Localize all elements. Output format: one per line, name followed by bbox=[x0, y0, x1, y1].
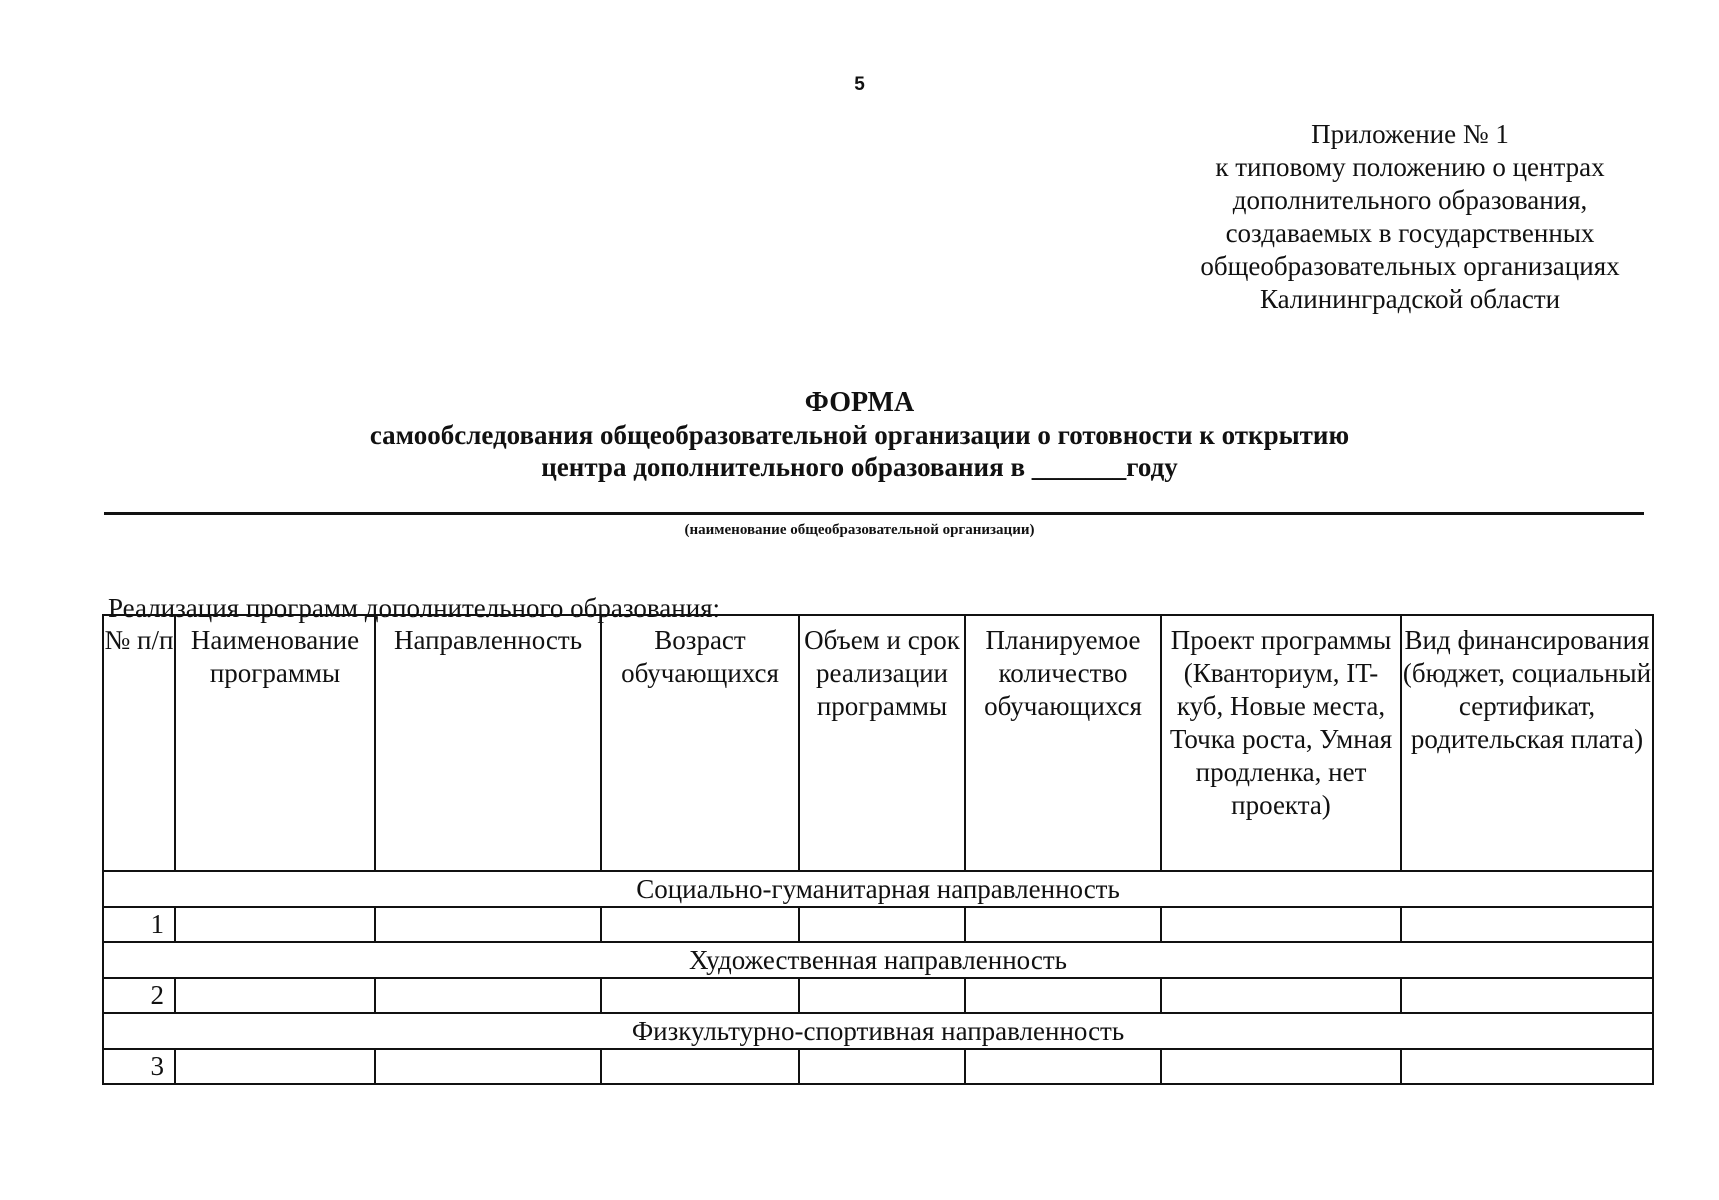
cell-planned-count[interactable] bbox=[965, 1049, 1161, 1084]
direction-label: Физкультурно-спортивная направленность bbox=[103, 1013, 1653, 1049]
header-age: Возраст обучающихся bbox=[601, 615, 799, 871]
cell-volume-term[interactable] bbox=[799, 1049, 965, 1084]
cell-direction[interactable] bbox=[375, 1049, 601, 1084]
header-financing: Вид финансирования (бюджет, социальный сертификат, родительская плата) bbox=[1401, 615, 1653, 871]
programs-table bbox=[102, 614, 1654, 1085]
table-header-row bbox=[103, 615, 1653, 871]
cell-project[interactable] bbox=[1161, 1049, 1401, 1084]
appendix-line: создаваемых в государственных bbox=[1225, 218, 1595, 248]
cell-project[interactable] bbox=[1161, 907, 1401, 942]
table-row bbox=[103, 907, 1653, 942]
direction-row bbox=[103, 871, 1653, 907]
direction-label: Художественная направленность bbox=[103, 942, 1653, 978]
header-planned-count: Планируемое количество обучающихся bbox=[965, 615, 1161, 871]
header-project: Проект программы (Кванториум, IT-куб, Новые места, Точка роста, Умная продленка, нет проекта) bbox=[1161, 615, 1401, 871]
table-row bbox=[103, 978, 1653, 1013]
cell-program-name[interactable] bbox=[175, 907, 375, 942]
cell-volume-term[interactable] bbox=[799, 907, 965, 942]
form-heading: ФОРМА bbox=[804, 387, 915, 418]
cell-program-name[interactable] bbox=[175, 978, 375, 1013]
cell-volume-term[interactable] bbox=[799, 978, 965, 1013]
section-caption: Реализация программ дополнительного образования: bbox=[108, 593, 721, 623]
cell-age[interactable] bbox=[601, 907, 799, 942]
cell-age[interactable] bbox=[601, 1049, 799, 1084]
cell-financing[interactable] bbox=[1401, 1049, 1653, 1084]
appendix-line: общеобразовательных организациях bbox=[1200, 251, 1620, 281]
appendix-line: Приложение № 1 bbox=[1311, 119, 1509, 149]
form-title bbox=[0, 387, 1719, 483]
direction-row bbox=[103, 942, 1653, 978]
row-number: 3 bbox=[103, 1049, 175, 1084]
cell-direction[interactable] bbox=[375, 907, 601, 942]
header-number: № п/п bbox=[103, 615, 175, 871]
cell-planned-count[interactable] bbox=[965, 978, 1161, 1013]
appendix-line: к типовому положению о центрах bbox=[1215, 152, 1605, 182]
organization-name-line[interactable] bbox=[104, 512, 1644, 515]
appendix-line: Калининградской области bbox=[1259, 284, 1561, 314]
organization-name-caption: (наименование общеобразовательной организации) bbox=[684, 522, 1035, 538]
direction-label: Социально-гуманитарная направленность bbox=[103, 871, 1653, 907]
cell-program-name[interactable] bbox=[175, 1049, 375, 1084]
appendix-block bbox=[1170, 118, 1650, 316]
cell-planned-count[interactable] bbox=[965, 907, 1161, 942]
form-subtitle-line-1: самообследования общеобразовательной организации о готовности к открытию bbox=[369, 420, 1350, 450]
row-number: 2 bbox=[103, 978, 175, 1013]
table-row bbox=[103, 1049, 1653, 1084]
cell-financing[interactable] bbox=[1401, 907, 1653, 942]
row-number: 1 bbox=[103, 907, 175, 942]
cell-financing[interactable] bbox=[1401, 978, 1653, 1013]
header-volume-term: Объем и срок реализации программы bbox=[799, 615, 965, 871]
direction-row bbox=[103, 1013, 1653, 1049]
cell-direction[interactable] bbox=[375, 978, 601, 1013]
appendix-line: дополнительного образования, bbox=[1232, 185, 1588, 215]
cell-age[interactable] bbox=[601, 978, 799, 1013]
cell-project[interactable] bbox=[1161, 978, 1401, 1013]
header-direction: Направленность bbox=[375, 615, 601, 871]
header-program-name: Наименование программы bbox=[175, 615, 375, 871]
page-number: 5 bbox=[854, 74, 865, 95]
form-subtitle-line-2: центра дополнительного образования в _______году bbox=[541, 452, 1178, 482]
